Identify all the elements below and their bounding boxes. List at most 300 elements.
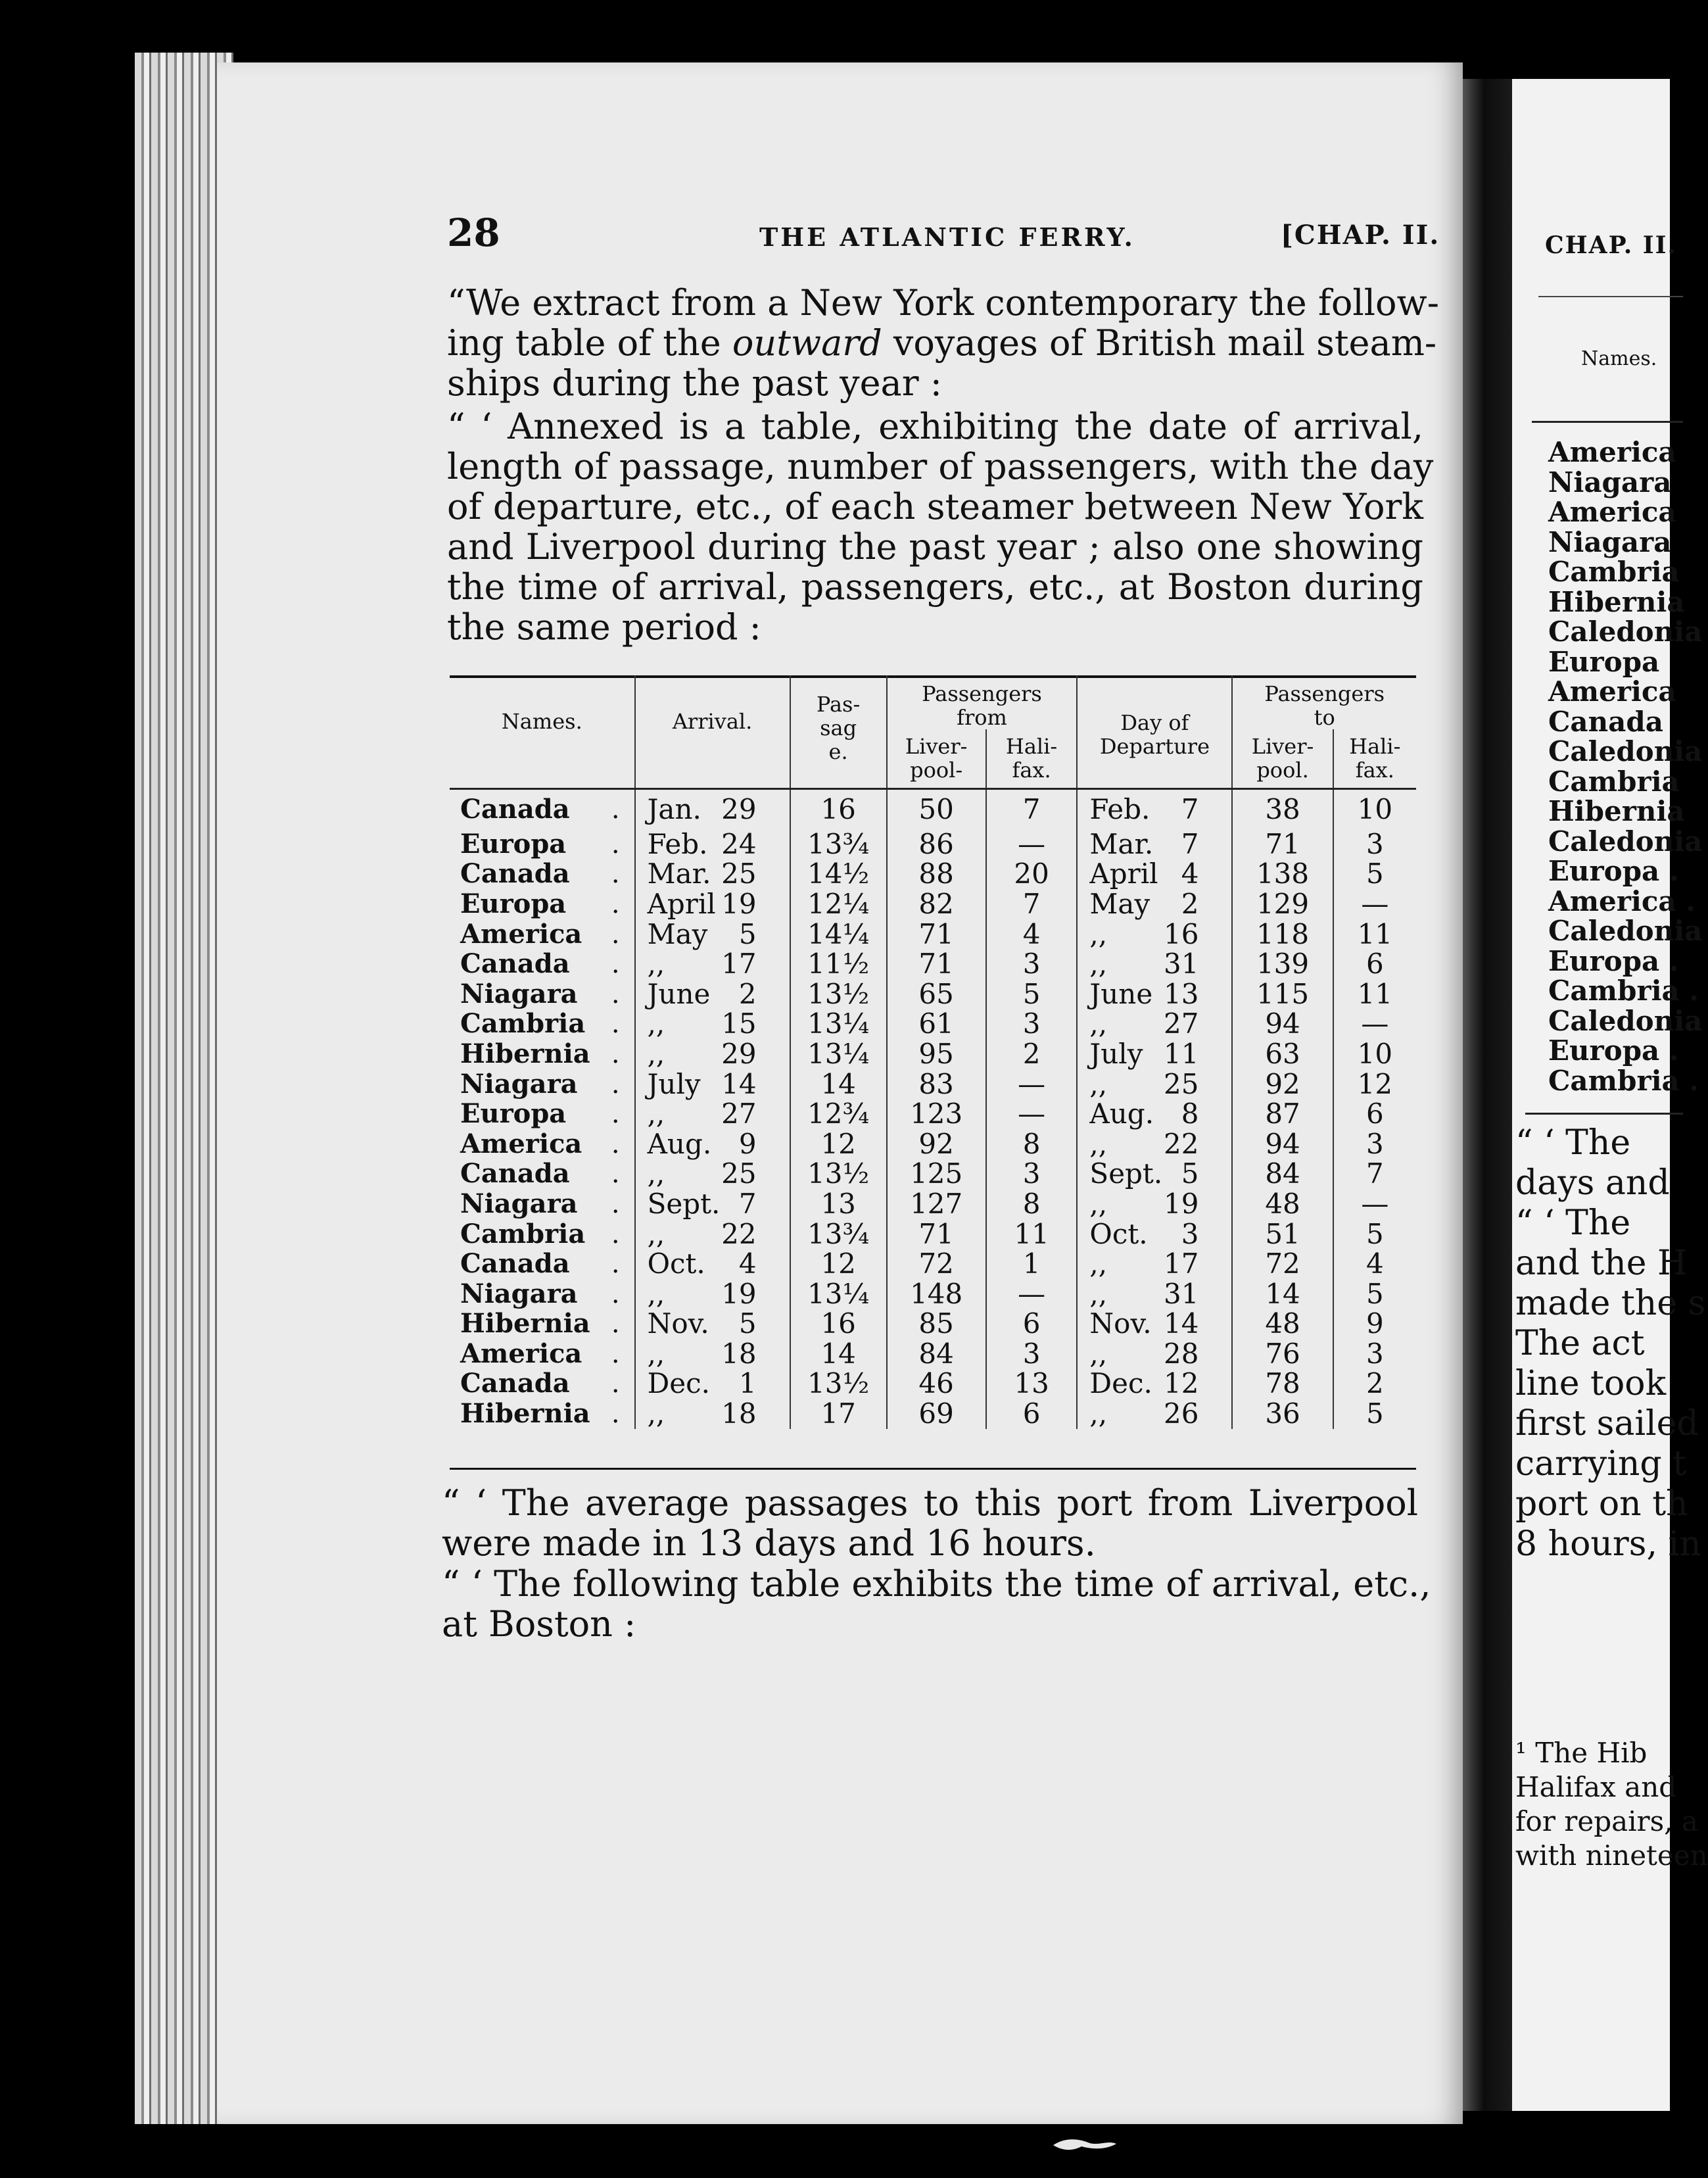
arrival-day: 29: [721, 792, 757, 825]
text-line: “ ‘ The following table exhibits the time of arrival, etc.,: [442, 1563, 1431, 1605]
passengers-from-halifax: 4: [986, 919, 1078, 950]
passage-days: 16: [790, 788, 887, 829]
departure-day: 8: [1181, 1098, 1199, 1130]
passage-days: 13½: [790, 1159, 887, 1190]
departure-day: 4: [1181, 858, 1199, 890]
passengers-from-halifax: —: [986, 1069, 1078, 1100]
right-page-ship-name: Caledonia: [1548, 825, 1703, 858]
leader-dot: .: [611, 829, 620, 859]
arrival-day: 29: [721, 1037, 757, 1070]
arrival-cell: [635, 1009, 790, 1040]
text-line: “ ‘ Annexed is a table, exhibiting the date of arrival,: [447, 406, 1423, 447]
ship-name: Europa: [460, 1098, 567, 1130]
passage-days: 12¾: [790, 1099, 887, 1129]
passengers-to-liverpool: 138: [1232, 859, 1333, 890]
passengers-from-liverpool: 86: [887, 829, 986, 859]
passengers-to-liverpool: 94: [1232, 1009, 1333, 1040]
text-line: “ ‘ The average passages to this port from Liverpool: [442, 1482, 1418, 1524]
passengers-from-liverpool: 82: [887, 889, 986, 919]
arrival-cell: [635, 788, 790, 829]
passengers-from-halifax: 3: [986, 1159, 1078, 1190]
departure-day: 5: [1181, 1157, 1199, 1190]
arrival-month: ,,: [647, 1397, 665, 1430]
ship-name: Cambria: [460, 1008, 586, 1040]
name-cell: [450, 889, 635, 919]
header-from-liverpool-text: Liver-pool-: [905, 734, 968, 783]
voyage-table: [450, 675, 1416, 1429]
table-row: [450, 1099, 1416, 1129]
header-passage: [790, 675, 887, 788]
arrival-day: 4: [738, 1247, 757, 1280]
departure-day: 3: [1181, 1217, 1199, 1250]
leader-dot: .: [611, 919, 620, 950]
departure-month: Mar.: [1089, 827, 1154, 860]
right-page-ship-name: America: [1548, 496, 1676, 528]
passengers-to-halifax: 2: [1365, 1367, 1384, 1400]
passengers-from-halifax: 7: [986, 788, 1078, 829]
passengers-to-liverpool: 87: [1232, 1099, 1333, 1129]
passengers-to-halifax: 11: [1357, 977, 1393, 1010]
arrival-day: 1: [738, 1367, 757, 1400]
header-passengers-from: Passengers from: [887, 675, 1078, 729]
passage-days: 13¼: [790, 1009, 887, 1040]
header-to-liverpool: [1232, 729, 1333, 788]
passengers-to-liverpool: 72: [1232, 1249, 1333, 1279]
table-row: [450, 919, 1416, 950]
header-from-liverpool: [887, 729, 986, 788]
passengers-to-halifax: 3: [1365, 1127, 1384, 1160]
arrival-month: July: [647, 1067, 701, 1100]
ship-name: Europa: [460, 888, 567, 919]
book-gutter: [1463, 79, 1515, 2111]
text-line: the time of arrival, passengers, etc., at Boston during: [447, 566, 1423, 608]
passengers-to-liverpool: 71: [1232, 829, 1333, 859]
right-page-ship-name: Europa .: [1548, 944, 1679, 977]
departure-month: ,,: [1089, 948, 1108, 980]
departure-cell: [1077, 1219, 1232, 1249]
passengers-from-halifax: 3: [986, 949, 1078, 979]
departure-month: Aug.: [1089, 1098, 1154, 1130]
passengers-from-liverpool: 125: [887, 1159, 986, 1190]
departure-day: 28: [1163, 1337, 1199, 1370]
right-page-ship-name: Cambria: [1548, 765, 1680, 798]
passengers-to-halifax: —: [1361, 1187, 1389, 1220]
leader-dot: .: [611, 794, 620, 825]
name-cell: [450, 1369, 635, 1399]
table-row: [450, 979, 1416, 1009]
passengers-to-liverpool: 38: [1232, 788, 1333, 829]
ship-name: Canada: [460, 793, 570, 825]
passengers-to-liverpool: 14: [1232, 1279, 1333, 1309]
departure-cell: [1077, 979, 1232, 1009]
header-from-halifax-text: Hali-fax.: [1005, 734, 1058, 783]
arrival-cell: [635, 1249, 790, 1279]
passengers-to-halifax: 7: [1365, 1157, 1384, 1190]
paragraph-following: [442, 1563, 1431, 1645]
passengers-to-halifax: 9: [1365, 1307, 1384, 1340]
departure-month: June: [1089, 977, 1153, 1010]
right-page-ship-name: Caledonia: [1548, 1004, 1703, 1037]
table-row: [450, 1219, 1416, 1249]
leader-dot: .: [611, 1338, 620, 1369]
departure-month: Dec.: [1089, 1367, 1152, 1400]
departure-cell: [1077, 1009, 1232, 1040]
ship-name: Hibernia: [460, 1038, 590, 1069]
departure-month: Sept.: [1089, 1157, 1163, 1190]
passengers-from-halifax: 2: [986, 1039, 1078, 1069]
passage-days: 14: [790, 1339, 887, 1369]
passengers-from-halifax: 1: [986, 1249, 1078, 1279]
ship-name: Canada: [460, 858, 570, 890]
table-row: [450, 1249, 1416, 1279]
table-row: [450, 1189, 1416, 1219]
table-row: [450, 1009, 1416, 1040]
header-names: Names.: [450, 675, 635, 788]
arrival-day: 5: [738, 1307, 757, 1340]
departure-month: May: [1089, 887, 1151, 920]
passage-days: 12: [790, 1249, 887, 1279]
passengers-to-liverpool: 115: [1232, 979, 1333, 1009]
passengers-to-halifax: 6: [1365, 948, 1384, 980]
passengers-to-halifax: 11: [1357, 917, 1393, 950]
arrival-month: May: [647, 917, 708, 950]
arrival-day: 27: [721, 1098, 757, 1130]
passengers-from-halifax: 3: [986, 1009, 1078, 1040]
right-page-text-line: made the s: [1515, 1284, 1706, 1323]
passage-days: 13¼: [790, 1279, 887, 1309]
right-page-rule: [1538, 296, 1683, 297]
ship-name: Canada: [460, 948, 570, 980]
arrival-month: Feb.: [647, 827, 708, 860]
departure-cell: [1077, 1279, 1232, 1309]
ship-name: Niagara: [460, 1068, 578, 1100]
table-row: [450, 1039, 1416, 1069]
arrival-cell: [635, 889, 790, 919]
ship-name: Niagara: [460, 1278, 578, 1309]
right-page-text-line: port on th: [1515, 1484, 1688, 1524]
arrival-month: Nov.: [647, 1307, 709, 1340]
arrival-cell: [635, 1369, 790, 1399]
departure-cell: [1077, 1369, 1232, 1399]
name-cell: [450, 829, 635, 859]
passengers-from-halifax: 3: [986, 1339, 1078, 1369]
arrival-month: ,,: [647, 1007, 665, 1040]
table-row: [450, 1399, 1416, 1429]
departure-day: 31: [1163, 948, 1199, 980]
passage-days: 12: [790, 1129, 887, 1159]
passengers-from-halifax: 5: [986, 979, 1078, 1009]
departure-month: ,,: [1089, 1007, 1108, 1040]
passengers-from-liverpool: 71: [887, 919, 986, 950]
right-page-ship-name: Niagara: [1548, 525, 1672, 558]
departure-cell: [1077, 889, 1232, 919]
passage-days: 14: [790, 1069, 887, 1100]
departure-day: 11: [1163, 1037, 1199, 1070]
right-page-footnote-line: for repairs, a: [1515, 1805, 1698, 1837]
passengers-to-liverpool: 48: [1232, 1309, 1333, 1340]
arrival-cell: [635, 1189, 790, 1219]
leader-dot: .: [611, 1278, 620, 1309]
passengers-from-liverpool: 95: [887, 1039, 986, 1069]
ship-name: America: [460, 1128, 582, 1159]
right-page-footnote-line: Halifax and: [1515, 1771, 1677, 1803]
arrival-month: ,,: [647, 1337, 665, 1370]
leader-dot: .: [611, 1159, 620, 1190]
leader-dot: .: [611, 859, 620, 890]
arrival-day: 18: [721, 1337, 757, 1370]
arrival-cell: [635, 1279, 790, 1309]
arrival-cell: [635, 1339, 790, 1369]
right-page-ship-name: Europa .: [1548, 1034, 1679, 1067]
table-row: [450, 1069, 1416, 1100]
passengers-to-liverpool: 63: [1232, 1039, 1333, 1069]
departure-month: ,,: [1089, 1337, 1108, 1370]
arrival-day: 19: [721, 887, 757, 920]
arrival-cell: [635, 1069, 790, 1100]
right-page-ship-name: Cambria .: [1548, 1064, 1699, 1097]
text-line: at Boston :: [442, 1603, 636, 1645]
header-to-halifax-text: Hali-fax.: [1349, 734, 1401, 783]
departure-month: Nov.: [1089, 1307, 1152, 1340]
ship-name: Cambria: [460, 1218, 586, 1249]
passengers-from-halifax: 13: [986, 1369, 1078, 1399]
header-to-liverpool-text: Liver-pool.: [1251, 734, 1314, 783]
text-line-with-italic: ing table of the outward voyages of British mail steam-: [447, 322, 1437, 364]
passengers-from-liverpool: 71: [887, 949, 986, 979]
right-page-rule: [1532, 421, 1683, 423]
passengers-from-halifax: —: [986, 829, 1078, 859]
ship-name: Canada: [460, 1248, 570, 1280]
right-page-ship-name: America: [1548, 675, 1676, 708]
leader-dot: .: [611, 1399, 620, 1430]
leader-dot: .: [611, 1128, 620, 1159]
arrival-month: ,,: [647, 948, 665, 980]
passengers-to-halifax: 12: [1357, 1067, 1393, 1100]
arrival-cell: [635, 979, 790, 1009]
departure-month: Feb.: [1089, 792, 1151, 825]
passengers-from-liverpool: 50: [887, 788, 986, 829]
passengers-to-liverpool: 94: [1232, 1129, 1333, 1159]
departure-month: ,,: [1089, 1187, 1108, 1220]
ship-name: Europa: [460, 828, 567, 859]
departure-day: 25: [1163, 1067, 1199, 1100]
passage-days: 13¾: [790, 1219, 887, 1249]
arrival-cell: [635, 1399, 790, 1429]
right-page-ship-name: Hibernia: [1548, 585, 1685, 618]
departure-day: 26: [1163, 1397, 1199, 1430]
arrival-month: Mar.: [647, 858, 711, 890]
header-from-halifax: [986, 729, 1078, 788]
right-page-footnote: [1515, 1736, 1708, 1873]
passage-days: 16: [790, 1309, 887, 1340]
name-cell: [450, 1039, 635, 1069]
leader-dot: .: [611, 1009, 620, 1040]
passengers-from-liverpool: 85: [887, 1309, 986, 1340]
departure-day: 7: [1181, 827, 1199, 860]
passengers-to-liverpool: 129: [1232, 889, 1333, 919]
arrival-cell: [635, 1099, 790, 1129]
departure-month: ,,: [1089, 1397, 1108, 1430]
passengers-from-liverpool: 92: [887, 1129, 986, 1159]
ship-name: Canada: [460, 1158, 570, 1190]
text-line: and Liverpool during the past year ; also one showing: [447, 526, 1423, 568]
departure-month: April: [1089, 858, 1158, 890]
arrival-month: Oct.: [647, 1247, 705, 1280]
right-page: [1512, 79, 1708, 2111]
name-cell: [450, 1219, 635, 1249]
text-line: “We extract from a New York contemporary the follow-: [447, 282, 1439, 324]
table-row: [450, 859, 1416, 890]
ship-name: Niagara: [460, 1188, 578, 1219]
passengers-to-liverpool: 36: [1232, 1399, 1333, 1429]
passengers-to-liverpool: 139: [1232, 949, 1333, 979]
leader-dot: .: [611, 949, 620, 980]
ship-name: America: [460, 1338, 582, 1369]
right-page-ship-name: Hibernia: [1548, 795, 1685, 827]
arrival-day: 7: [738, 1187, 757, 1220]
passengers-from-halifax: 7: [986, 889, 1078, 919]
passengers-to-halifax: 10: [1357, 1037, 1393, 1070]
arrival-month: ,,: [647, 1277, 665, 1310]
text-line: length of passage, number of passengers, with the day: [447, 446, 1434, 487]
passengers-to-halifax: 5: [1365, 1277, 1384, 1310]
passengers-from-liverpool: 46: [887, 1369, 986, 1399]
arrival-month: Dec.: [647, 1367, 710, 1400]
departure-cell: [1077, 1099, 1232, 1129]
departure-day: 27: [1163, 1007, 1199, 1040]
arrival-day: 9: [738, 1127, 757, 1160]
passage-days: 12¼: [790, 889, 887, 919]
right-page-footnote-line: with nineteen: [1515, 1839, 1708, 1872]
passengers-from-halifax: —: [986, 1279, 1078, 1309]
departure-month: Oct.: [1089, 1217, 1148, 1250]
ship-name: Hibernia: [460, 1308, 590, 1340]
table-bottom-rule: [450, 1468, 1416, 1470]
passage-days: 13½: [790, 979, 887, 1009]
passengers-to-liverpool: 84: [1232, 1159, 1333, 1190]
right-page-ship-name: Caledonia: [1548, 735, 1703, 767]
arrival-month: ,,: [647, 1217, 665, 1250]
right-page-ship-name: Cambria: [1548, 556, 1680, 588]
name-cell: [450, 1129, 635, 1159]
right-page-names-header: Names.: [1581, 347, 1657, 370]
right-page-text-line: first sailed: [1515, 1404, 1699, 1443]
paragraph-annexed: [447, 406, 1434, 648]
departure-month: ,,: [1089, 1127, 1108, 1160]
passengers-to-halifax: 5: [1365, 858, 1384, 890]
arrival-month: ,,: [647, 1098, 665, 1130]
arrival-day: 15: [721, 1007, 757, 1040]
name-cell: [450, 1159, 635, 1190]
right-page-text-line: 8 hours, in: [1515, 1524, 1701, 1564]
departure-cell: [1077, 859, 1232, 890]
name-cell: [450, 1339, 635, 1369]
departure-day: 16: [1163, 917, 1199, 950]
passengers-from-halifax: 20: [986, 859, 1078, 890]
arrival-month: June: [647, 977, 711, 1010]
voyage-table-body: [450, 788, 1416, 1429]
departure-month: July: [1089, 1037, 1143, 1070]
passage-days: 11½: [790, 949, 887, 979]
passengers-from-halifax: —: [986, 1099, 1078, 1129]
departure-cell: [1077, 1189, 1232, 1219]
table-row: [450, 1339, 1416, 1369]
table-row: [450, 1279, 1416, 1309]
text-line: the same period :: [447, 606, 761, 648]
paragraph-average: [442, 1483, 1418, 1563]
table-row: [450, 788, 1416, 829]
right-page-text: [1515, 1123, 1705, 1564]
passengers-from-liverpool: 72: [887, 1249, 986, 1279]
header-passengers-to: Passengers to: [1264, 681, 1385, 730]
arrival-day: 24: [721, 827, 757, 860]
passage-days: 14¼: [790, 919, 887, 950]
table-row: [450, 829, 1416, 859]
passengers-from-liverpool: 69: [887, 1399, 986, 1429]
name-cell: [450, 979, 635, 1009]
passengers-from-halifax: 6: [986, 1399, 1078, 1429]
leader-dot: .: [611, 1099, 620, 1130]
arrival-month: Aug.: [647, 1127, 712, 1160]
passengers-to-halifax: —: [1361, 887, 1389, 920]
leader-dot: .: [611, 1069, 620, 1100]
arrival-day: 18: [721, 1397, 757, 1430]
departure-month: ,,: [1089, 1277, 1108, 1310]
right-page-text-line: “ ‘ The: [1515, 1203, 1631, 1243]
arrival-day: 5: [738, 917, 757, 950]
table-row: [450, 949, 1416, 979]
leader-dot: .: [611, 1219, 620, 1249]
chapter-label: [CHAP. II.: [1281, 220, 1440, 251]
departure-day: 17: [1163, 1247, 1199, 1280]
table-row: [450, 1159, 1416, 1190]
stray-ink-mark: [1052, 2136, 1118, 2153]
passage-days: 13¼: [790, 1039, 887, 1069]
right-page-ship-name: America: [1548, 436, 1676, 468]
name-cell: [450, 1189, 635, 1219]
departure-cell: [1077, 1159, 1232, 1190]
header-to-halifax: [1333, 729, 1416, 788]
passengers-to-halifax: 5: [1365, 1397, 1384, 1430]
departure-day: 19: [1163, 1187, 1199, 1220]
name-cell: [450, 1399, 635, 1429]
leader-dot: .: [611, 888, 620, 919]
right-page-text-line: carrying t: [1515, 1444, 1687, 1484]
departure-cell: [1077, 829, 1232, 859]
arrival-month: Jan.: [647, 792, 701, 825]
departure-cell: [1077, 1129, 1232, 1159]
right-page-ship-name: Niagara: [1548, 466, 1672, 498]
arrival-day: 14: [721, 1067, 757, 1100]
passage-days: 17: [790, 1399, 887, 1429]
right-page-ship-name: Cambria .: [1548, 975, 1699, 1007]
departure-day: 14: [1163, 1307, 1199, 1340]
passengers-to-liverpool: 48: [1232, 1189, 1333, 1219]
passage-days: 13½: [790, 1369, 887, 1399]
passengers-from-liverpool: 84: [887, 1339, 986, 1369]
table-row: [450, 889, 1416, 919]
right-page-text-line: The act: [1515, 1324, 1645, 1363]
leader-dot: .: [611, 1188, 620, 1219]
right-page-text-line: “ ‘ The: [1515, 1123, 1631, 1163]
passage-days: 13: [790, 1189, 887, 1219]
right-page-ship-name: America .: [1548, 884, 1696, 917]
text-line: ships during the past year :: [447, 362, 942, 404]
right-page-ship-name: Europa: [1548, 645, 1660, 678]
passengers-from-liverpool: 61: [887, 1009, 986, 1040]
name-cell: [450, 919, 635, 950]
departure-cell: [1077, 1039, 1232, 1069]
